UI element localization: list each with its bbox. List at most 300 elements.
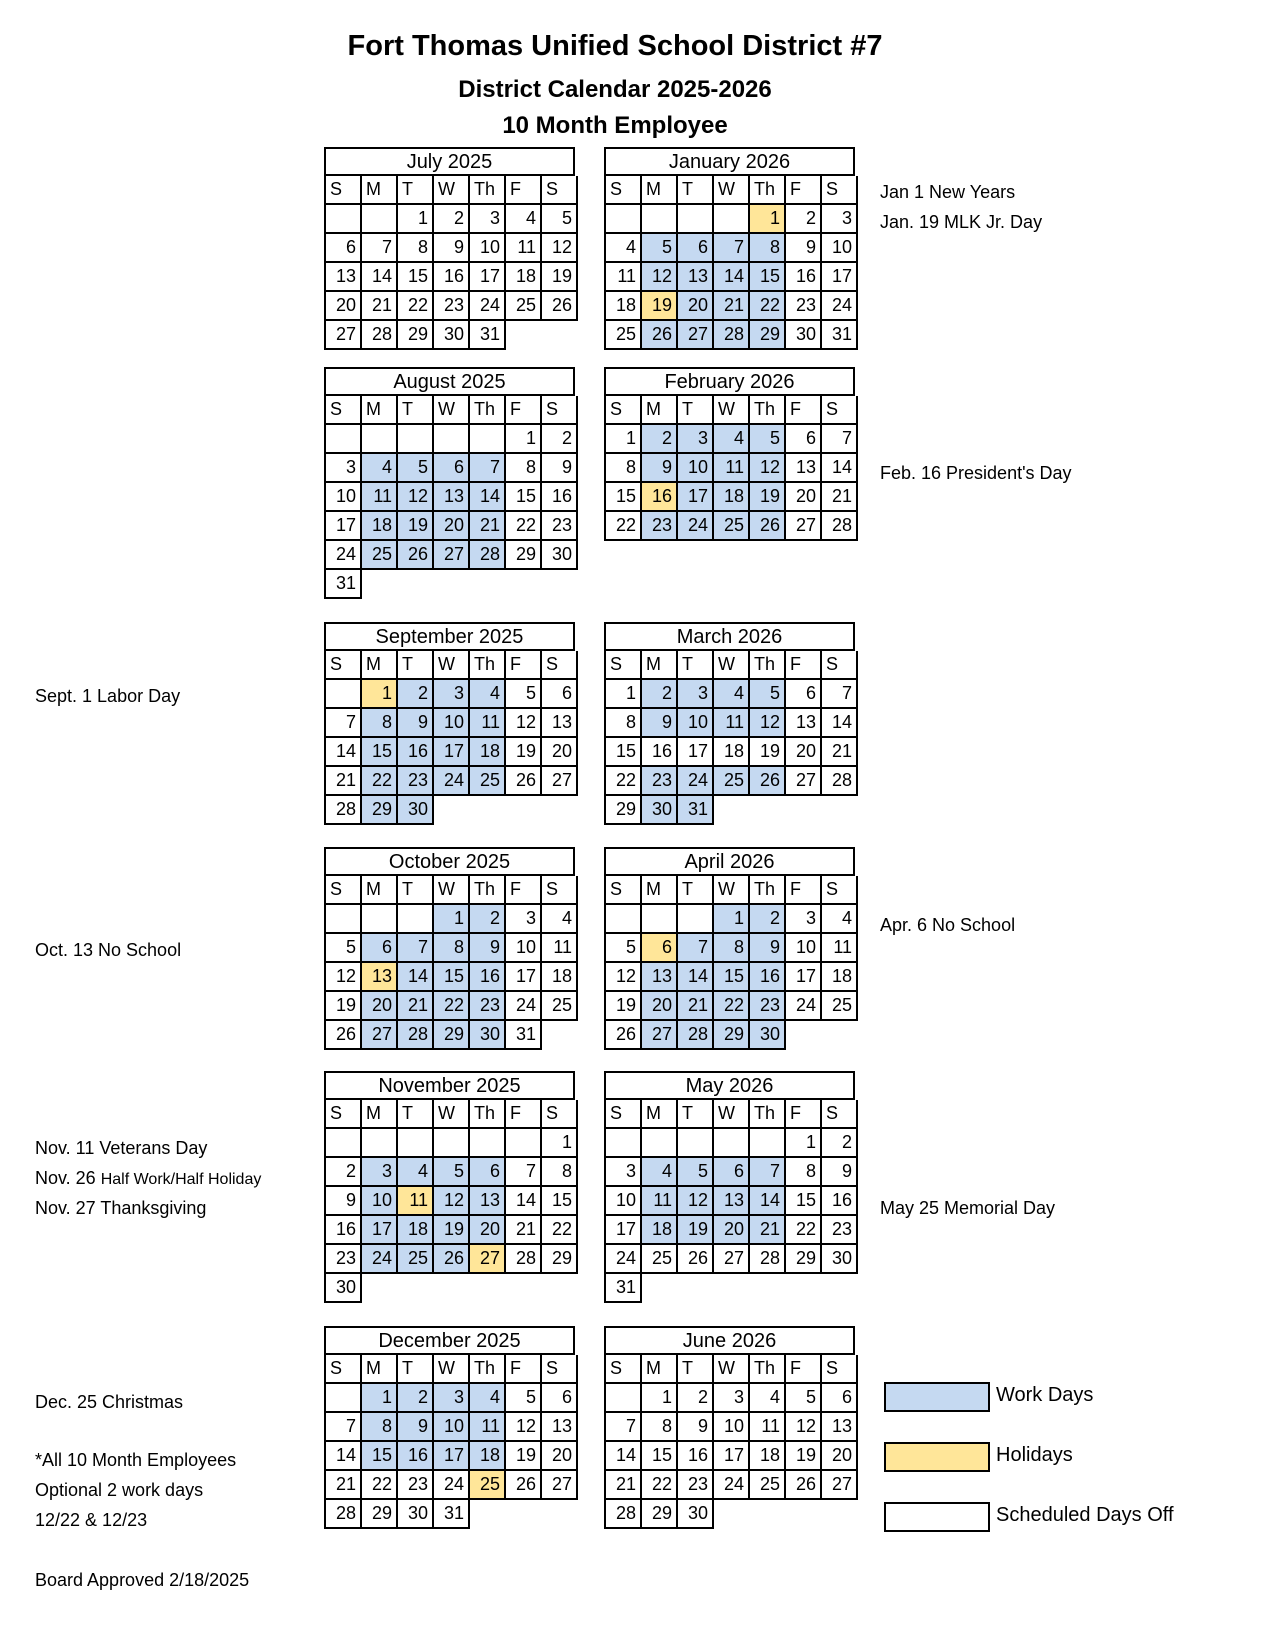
weekday-header: W	[714, 1355, 750, 1384]
day-cell: 23	[398, 1471, 434, 1500]
work-day-cell: 27	[678, 321, 714, 350]
day-cell: 15	[606, 738, 642, 767]
day-cell: 22	[642, 1471, 678, 1500]
day-cell: 19	[606, 992, 642, 1021]
day-cell: 8	[542, 1158, 578, 1187]
work-day-cell: 5	[398, 454, 434, 483]
day-cell: 10	[470, 234, 506, 263]
trailing-blank	[506, 321, 542, 350]
day-cell: 1	[398, 205, 434, 234]
weekday-header: F	[506, 1100, 542, 1129]
note-half-holiday: Nov. 26 Half Work/Half Holiday	[35, 1168, 262, 1188]
work-day-cell: 2	[750, 905, 786, 934]
trailing-blank	[714, 1274, 750, 1303]
trailing-blank	[470, 1274, 506, 1303]
trailing-blank	[470, 796, 506, 825]
day-cell: 17	[714, 1442, 750, 1471]
day-cell: 18	[606, 292, 642, 321]
work-day-cell: 6	[434, 454, 470, 483]
day-cell: 16	[434, 263, 470, 292]
weekday-header: W	[714, 1100, 750, 1129]
day-cell: 17	[786, 963, 822, 992]
day-cell: 20	[326, 292, 362, 321]
legend-off-swatch	[884, 1502, 990, 1532]
work-day-cell: 23	[642, 767, 678, 796]
weekday-header: F	[786, 876, 822, 905]
work-day-cell: 1	[714, 905, 750, 934]
trailing-blank	[506, 570, 542, 599]
work-day-cell: 4	[714, 425, 750, 454]
weekday-header: F	[506, 651, 542, 680]
work-day-cell: 10	[362, 1187, 398, 1216]
month-grid	[604, 176, 855, 350]
day-cell: 11	[822, 934, 858, 963]
day-cell: 19	[786, 1442, 822, 1471]
work-day-cell: 28	[470, 541, 506, 570]
day-cell: 27	[542, 1471, 578, 1500]
trailing-blank	[750, 1274, 786, 1303]
day-cell: 6	[326, 234, 362, 263]
empty-day-cell	[398, 1129, 434, 1158]
work-day-cell: 27	[362, 1021, 398, 1050]
day-cell: 14	[362, 263, 398, 292]
trailing-blank	[470, 1500, 506, 1529]
day-cell: 17	[470, 263, 506, 292]
work-day-cell: 8	[714, 934, 750, 963]
work-day-cell: 23	[470, 992, 506, 1021]
work-day-cell: 19	[434, 1216, 470, 1245]
work-day-cell: 22	[362, 767, 398, 796]
holiday-cell: 1	[750, 205, 786, 234]
weekday-header: S	[606, 176, 642, 205]
weekday-header: S	[606, 651, 642, 680]
empty-day-cell	[398, 425, 434, 454]
work-day-cell: 7	[714, 234, 750, 263]
work-day-cell: 23	[642, 512, 678, 541]
day-cell: 14	[606, 1442, 642, 1471]
work-day-cell: 21	[750, 1216, 786, 1245]
month-grid	[324, 651, 575, 825]
work-day-cell: 7	[470, 454, 506, 483]
empty-day-cell	[642, 205, 678, 234]
note-christmas: Dec. 25 Christmas	[35, 1392, 184, 1412]
day-cell: 17	[326, 512, 362, 541]
day-cell: 15	[642, 1442, 678, 1471]
day-cell: 24	[434, 1471, 470, 1500]
work-day-cell: 28	[398, 1021, 434, 1050]
trailing-blank	[678, 1274, 714, 1303]
day-cell: 22	[506, 512, 542, 541]
empty-day-cell	[750, 1129, 786, 1158]
weekday-header: S	[822, 876, 858, 905]
work-day-cell: 11	[714, 454, 750, 483]
day-cell: 14	[326, 738, 362, 767]
trailing-blank	[398, 1274, 434, 1303]
holiday-cell: 25	[470, 1471, 506, 1500]
day-cell: 29	[642, 1500, 678, 1529]
day-cell: 21	[326, 1471, 362, 1500]
work-day-cell: 16	[398, 738, 434, 767]
work-day-cell: 28	[678, 1021, 714, 1050]
day-cell: 12	[506, 1413, 542, 1442]
day-cell: 4	[506, 205, 542, 234]
work-day-cell: 12	[750, 454, 786, 483]
note-optional-3: 12/22 & 12/23	[35, 1510, 148, 1530]
trailing-blank	[542, 570, 578, 599]
empty-day-cell	[326, 905, 362, 934]
empty-day-cell	[470, 1129, 506, 1158]
work-day-cell: 15	[362, 1442, 398, 1471]
note-labor-day: Sept. 1 Labor Day	[35, 686, 181, 706]
day-cell: 31	[326, 570, 362, 599]
day-cell: 18	[714, 738, 750, 767]
day-cell: 3	[326, 454, 362, 483]
work-day-cell: 5	[434, 1158, 470, 1187]
day-cell: 22	[542, 1216, 578, 1245]
work-day-cell: 12	[398, 483, 434, 512]
work-day-cell: 17	[678, 483, 714, 512]
day-cell: 16	[326, 1216, 362, 1245]
month-january-2026	[604, 147, 855, 350]
note-optional-1: *All 10 Month Employees	[35, 1450, 237, 1470]
work-day-cell: 17	[434, 1442, 470, 1471]
day-cell: 6	[542, 1384, 578, 1413]
day-cell: 9	[786, 234, 822, 263]
month-april-2026	[604, 847, 855, 1050]
day-cell: 29	[506, 541, 542, 570]
day-cell: 3	[822, 205, 858, 234]
trailing-blank	[506, 796, 542, 825]
work-day-cell: 18	[470, 1442, 506, 1471]
day-cell: 30	[786, 321, 822, 350]
day-cell: 24	[786, 992, 822, 1021]
trailing-blank	[362, 1274, 398, 1303]
weekday-header: T	[678, 876, 714, 905]
day-cell: 3	[470, 205, 506, 234]
legend-holiday-swatch	[884, 1442, 990, 1472]
work-day-cell: 4	[470, 680, 506, 709]
work-day-cell: 13	[470, 1187, 506, 1216]
employee-type-title: 10 Month Employee	[502, 112, 728, 139]
work-day-cell: 21	[714, 292, 750, 321]
day-cell: 11	[542, 934, 578, 963]
work-day-cell: 9	[398, 709, 434, 738]
empty-day-cell	[678, 905, 714, 934]
empty-day-cell	[434, 425, 470, 454]
work-day-cell: 24	[678, 767, 714, 796]
day-cell: 26	[506, 1471, 542, 1500]
weekday-header: T	[398, 876, 434, 905]
month-grid	[324, 1355, 575, 1529]
calendar-title: District Calendar 2025-2026	[458, 76, 772, 103]
month-title: May 2026	[604, 1071, 855, 1100]
trailing-blank	[434, 796, 470, 825]
weekday-header: W	[434, 651, 470, 680]
month-october-2025	[324, 847, 575, 1050]
work-day-cell: 15	[750, 263, 786, 292]
weekday-header: F	[506, 176, 542, 205]
trailing-blank	[786, 796, 822, 825]
trailing-blank	[714, 796, 750, 825]
weekday-header: M	[362, 1355, 398, 1384]
day-cell: 18	[750, 1442, 786, 1471]
weekday-header: S	[822, 176, 858, 205]
month-grid	[324, 876, 575, 1050]
day-cell: 23	[326, 1245, 362, 1274]
note-half-holiday-detail: Half Work/Half Holiday	[100, 1171, 262, 1188]
empty-day-cell	[326, 205, 362, 234]
month-grid	[604, 651, 855, 825]
day-cell: 16	[822, 1187, 858, 1216]
work-day-cell: 17	[362, 1216, 398, 1245]
work-day-cell: 10	[678, 709, 714, 738]
trailing-blank	[470, 570, 506, 599]
work-day-cell: 11	[470, 1413, 506, 1442]
work-day-cell: 27	[434, 541, 470, 570]
trailing-blank	[822, 1500, 858, 1529]
work-day-cell: 18	[642, 1216, 678, 1245]
weekday-header: M	[642, 176, 678, 205]
day-cell: 5	[506, 680, 542, 709]
work-day-cell: 6	[362, 934, 398, 963]
work-day-cell: 31	[678, 796, 714, 825]
day-cell: 29	[606, 796, 642, 825]
day-cell: 29	[542, 1245, 578, 1274]
day-cell: 21	[506, 1216, 542, 1245]
day-cell: 30	[434, 321, 470, 350]
work-day-cell: 24	[362, 1245, 398, 1274]
day-cell: 1	[786, 1129, 822, 1158]
weekday-header: M	[362, 176, 398, 205]
day-cell: 8	[398, 234, 434, 263]
work-day-cell: 11	[362, 483, 398, 512]
month-title: March 2026	[604, 622, 855, 651]
work-day-cell: 22	[750, 292, 786, 321]
work-day-cell: 3	[362, 1158, 398, 1187]
work-day-cell: 3	[678, 425, 714, 454]
day-cell: 8	[606, 454, 642, 483]
note-thanksgiving: Nov. 27 Thanksgiving	[35, 1198, 207, 1218]
empty-day-cell	[714, 1129, 750, 1158]
empty-day-cell	[434, 1129, 470, 1158]
day-cell: 12	[786, 1413, 822, 1442]
empty-day-cell	[606, 905, 642, 934]
weekday-header: W	[434, 396, 470, 425]
work-day-cell: 3	[434, 680, 470, 709]
note-veterans-day: Nov. 11 Veterans Day	[35, 1138, 208, 1158]
work-day-cell: 2	[642, 680, 678, 709]
weekday-header: M	[362, 396, 398, 425]
work-day-cell: 29	[362, 796, 398, 825]
work-day-cell: 25	[362, 541, 398, 570]
day-cell: 7	[606, 1413, 642, 1442]
work-day-cell: 27	[642, 1021, 678, 1050]
work-day-cell: 30	[642, 796, 678, 825]
day-cell: 26	[326, 1021, 362, 1050]
trailing-blank	[786, 1021, 822, 1050]
day-cell: 1	[542, 1129, 578, 1158]
work-day-cell: 13	[678, 263, 714, 292]
day-cell: 1	[606, 680, 642, 709]
work-day-cell: 13	[434, 483, 470, 512]
work-day-cell: 5	[642, 234, 678, 263]
day-cell: 24	[326, 541, 362, 570]
work-day-cell: 2	[398, 680, 434, 709]
day-cell: 2	[678, 1384, 714, 1413]
weekday-header: Th	[470, 396, 506, 425]
empty-day-cell	[470, 425, 506, 454]
work-day-cell: 19	[398, 512, 434, 541]
day-cell: 16	[786, 263, 822, 292]
day-cell: 7	[822, 425, 858, 454]
day-cell: 12	[326, 963, 362, 992]
day-cell: 3	[714, 1384, 750, 1413]
day-cell: 23	[786, 292, 822, 321]
day-cell: 1	[606, 425, 642, 454]
work-day-cell: 20	[678, 292, 714, 321]
day-cell: 6	[786, 425, 822, 454]
weekday-header: F	[786, 176, 822, 205]
work-day-cell: 8	[362, 1413, 398, 1442]
weekday-header: S	[822, 651, 858, 680]
day-cell: 2	[434, 205, 470, 234]
work-day-cell: 5	[750, 425, 786, 454]
weekday-header: Th	[750, 176, 786, 205]
work-day-cell: 12	[642, 263, 678, 292]
trailing-blank	[822, 796, 858, 825]
trailing-blank	[362, 570, 398, 599]
work-day-cell: 20	[642, 992, 678, 1021]
month-grid	[324, 396, 575, 599]
work-day-cell: 12	[750, 709, 786, 738]
day-cell: 2	[326, 1158, 362, 1187]
empty-day-cell	[678, 1129, 714, 1158]
weekday-header: S	[542, 1355, 578, 1384]
weekday-header: T	[678, 1100, 714, 1129]
empty-day-cell	[362, 905, 398, 934]
day-cell: 4	[606, 234, 642, 263]
work-day-cell: 16	[398, 1442, 434, 1471]
weekday-header: F	[506, 1355, 542, 1384]
holiday-cell: 27	[470, 1245, 506, 1274]
work-day-cell: 23	[398, 767, 434, 796]
legend-off-label: Scheduled Days Off	[996, 1504, 1174, 1526]
day-cell: 25	[642, 1245, 678, 1274]
day-cell: 30	[822, 1245, 858, 1274]
weekday-header: M	[642, 1355, 678, 1384]
weekday-header: S	[822, 1355, 858, 1384]
month-grid	[604, 1355, 855, 1529]
month-grid	[604, 876, 855, 1050]
month-february-2026	[604, 367, 855, 541]
day-cell: 4	[542, 905, 578, 934]
trailing-blank	[822, 1021, 858, 1050]
day-cell: 1	[642, 1384, 678, 1413]
legend-holiday-label: Holidays	[996, 1444, 1073, 1466]
work-day-cell: 23	[750, 992, 786, 1021]
trailing-blank	[542, 1021, 578, 1050]
day-cell: 28	[822, 512, 858, 541]
day-cell: 5	[542, 205, 578, 234]
day-cell: 3	[506, 905, 542, 934]
work-day-cell: 20	[470, 1216, 506, 1245]
month-march-2026	[604, 622, 855, 825]
day-cell: 28	[822, 767, 858, 796]
month-title: October 2025	[324, 847, 575, 876]
work-day-cell: 8	[362, 709, 398, 738]
work-day-cell: 9	[642, 454, 678, 483]
empty-day-cell	[362, 425, 398, 454]
day-cell: 10	[326, 483, 362, 512]
weekday-header: S	[542, 876, 578, 905]
trailing-blank	[434, 570, 470, 599]
work-day-cell: 13	[714, 1187, 750, 1216]
month-grid	[604, 1100, 855, 1303]
weekday-header: S	[606, 396, 642, 425]
weekday-header: S	[326, 1100, 362, 1129]
day-cell: 10	[822, 234, 858, 263]
day-cell: 20	[786, 483, 822, 512]
day-cell: 31	[470, 321, 506, 350]
month-grid	[324, 176, 575, 350]
day-cell: 21	[326, 767, 362, 796]
board-approved: Board Approved 2/18/2025	[35, 1570, 250, 1590]
day-cell: 21	[362, 292, 398, 321]
day-cell: 23	[542, 512, 578, 541]
day-cell: 6	[822, 1384, 858, 1413]
work-day-cell: 10	[434, 709, 470, 738]
day-cell: 7	[822, 680, 858, 709]
weekday-header: W	[714, 176, 750, 205]
work-day-cell: 6	[678, 234, 714, 263]
empty-day-cell	[362, 205, 398, 234]
work-day-cell: 15	[714, 963, 750, 992]
work-day-cell: 5	[750, 680, 786, 709]
work-day-cell: 30	[398, 796, 434, 825]
weekday-header: Th	[750, 1100, 786, 1129]
work-day-cell: 14	[750, 1187, 786, 1216]
day-cell: 15	[506, 483, 542, 512]
month-june-2026	[604, 1326, 855, 1529]
district-title: Fort Thomas Unified School District #7	[347, 30, 883, 62]
work-day-cell: 4	[398, 1158, 434, 1187]
day-cell: 22	[398, 292, 434, 321]
work-day-cell: 2	[398, 1384, 434, 1413]
day-cell: 4	[822, 905, 858, 934]
day-cell: 27	[786, 767, 822, 796]
day-cell: 3	[606, 1158, 642, 1187]
work-day-cell: 8	[434, 934, 470, 963]
day-cell: 18	[506, 263, 542, 292]
weekday-header: Th	[750, 876, 786, 905]
day-cell: 21	[606, 1471, 642, 1500]
month-august-2025	[324, 367, 575, 599]
trailing-blank	[786, 1500, 822, 1529]
work-day-cell: 7	[678, 934, 714, 963]
day-cell: 25	[542, 992, 578, 1021]
day-cell: 24	[714, 1471, 750, 1500]
day-cell: 11	[506, 234, 542, 263]
day-cell: 24	[822, 292, 858, 321]
weekday-header: T	[398, 176, 434, 205]
work-day-cell: 1	[362, 1384, 398, 1413]
legend-work-swatch	[884, 1382, 990, 1412]
work-day-cell: 26	[398, 541, 434, 570]
trailing-blank	[750, 796, 786, 825]
day-cell: 19	[750, 738, 786, 767]
work-day-cell: 1	[434, 905, 470, 934]
note-oct-no-school: Oct. 13 No School	[35, 940, 182, 960]
